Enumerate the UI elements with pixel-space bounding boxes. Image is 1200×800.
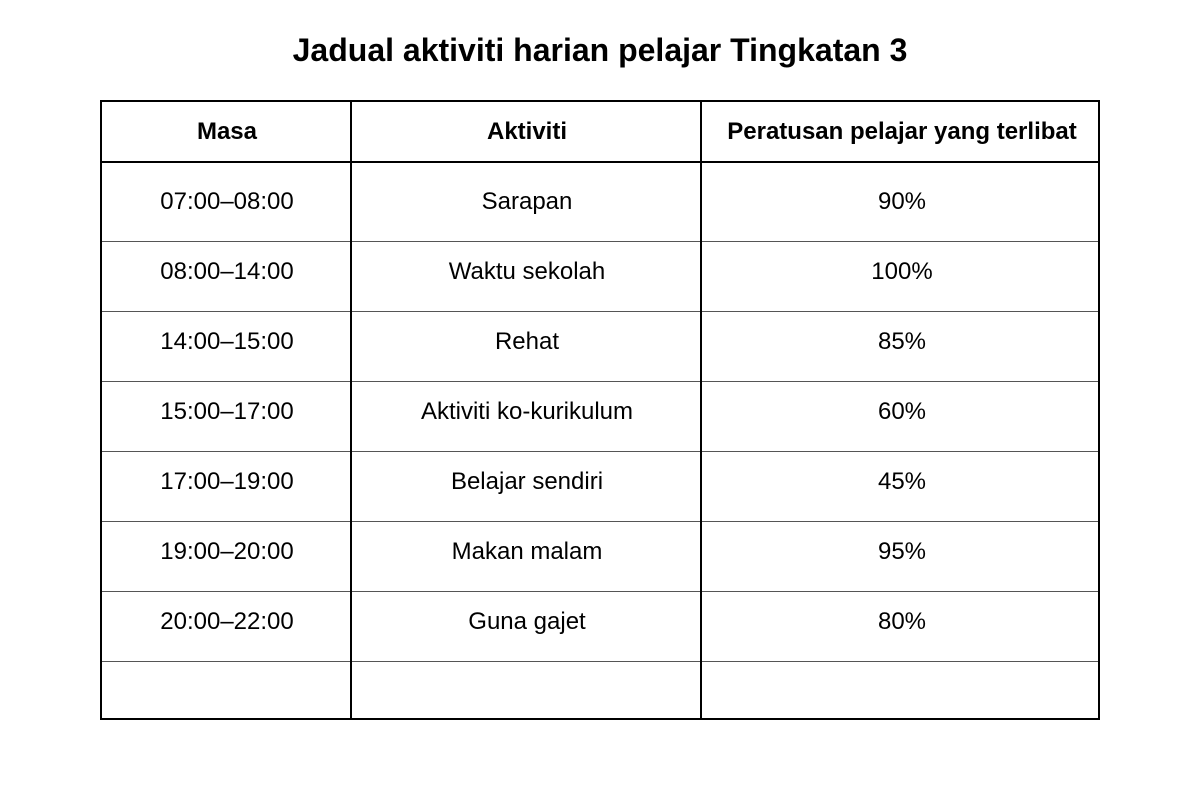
cell-masa: 19:00–20:00 (160, 538, 294, 565)
cell-masa: 14:00–15:00 (160, 328, 294, 355)
column-divider (350, 102, 352, 718)
cell-aktiviti: Makan malam (451, 538, 603, 565)
cell-aktiviti: Sarapan (481, 188, 573, 215)
row-divider (102, 591, 1098, 592)
activity-table (100, 100, 1100, 720)
row-divider (102, 451, 1098, 452)
cell-masa: 20:00–22:00 (160, 608, 294, 635)
row-divider (102, 311, 1098, 312)
column-header-masa: Masa (196, 118, 258, 145)
column-header-aktiviti: Aktiviti (486, 118, 567, 145)
cell-peratusan: 85% (877, 328, 927, 355)
cell-peratusan: 100% (871, 258, 933, 285)
column-divider (700, 102, 702, 718)
cell-peratusan: 60% (877, 398, 927, 425)
cell-masa: 15:00–17:00 (160, 398, 294, 425)
cell-masa: 17:00–19:00 (160, 468, 294, 495)
cell-peratusan: 45% (877, 468, 927, 495)
table-grid (102, 102, 1098, 718)
cell-peratusan: 95% (877, 538, 927, 565)
cell-aktiviti: Guna gajet (468, 608, 586, 635)
page-title: Jadual aktiviti harian pelajar Tingkatan 3 (292, 32, 908, 68)
row-divider (102, 381, 1098, 382)
cell-masa: 07:00–08:00 (160, 188, 294, 215)
header-divider (102, 161, 1098, 163)
cell-aktiviti: Aktiviti ko-kurikulum (420, 398, 634, 425)
cell-peratusan: 80% (877, 608, 927, 635)
row-divider (102, 241, 1098, 242)
cell-aktiviti: Rehat (494, 328, 560, 355)
row-divider (102, 661, 1098, 662)
column-header-peratusan: Peratusan pelajar yang terlibat (727, 118, 1077, 145)
cell-masa: 08:00–14:00 (160, 258, 294, 285)
row-divider (102, 521, 1098, 522)
cell-peratusan: 90% (877, 188, 927, 215)
cell-aktiviti: Belajar sendiri (450, 468, 604, 495)
cell-aktiviti: Waktu sekolah (448, 258, 606, 285)
